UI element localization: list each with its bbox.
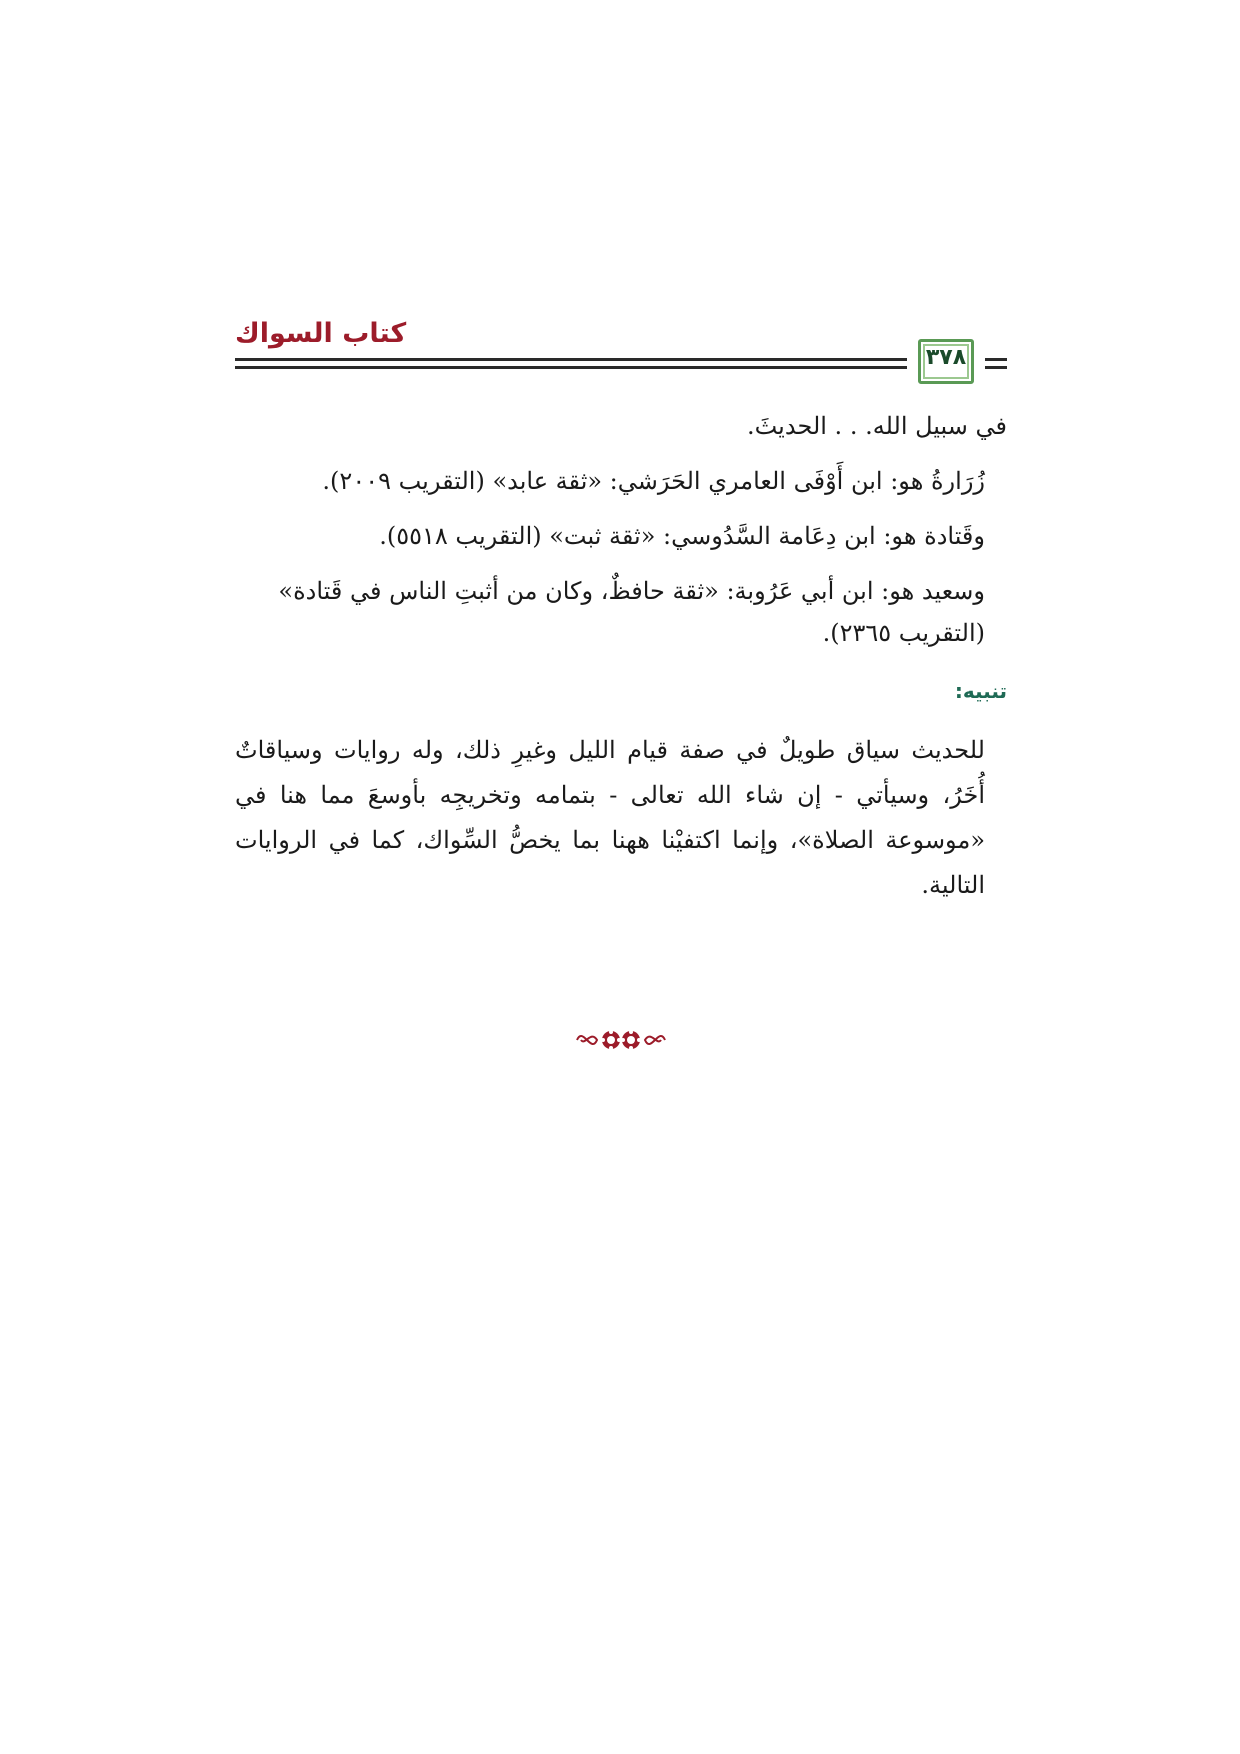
narrator-note-zurara: زُرَارةُ هو: ابن أَوْفَى العامري الحَرَشي: «ثقة عابد» (التقريب ٢٠٠٩). xyxy=(322,467,985,495)
book-title: كتاب السواك xyxy=(235,318,407,349)
narrator-note-qatada: وقَتادة هو: ابن دِعَامة السَّدُوسي: «ثقة ثبت» (التقريب ٥٥١٨). xyxy=(379,522,985,550)
note-paragraph: للحديث سياق طويلٌ في صفة قيام الليل وغيرِ ذلك، وله روايات وسياقاتٌ أُخَرُ، وسيأتي - إن شاء الله تعالى - بتمامه وتخريجِه بأوسعَ مما هنا في «موسوعة الصلاة»، وإنما اكتفيْنا ههنا بما يخصُّ السِّواك، كما في الروايات التالية. xyxy=(235,736,985,899)
header-rule-bottom xyxy=(235,366,907,369)
hadith-ending-line: في سبيل الله. . . الحديثَ. xyxy=(746,412,1007,440)
floral-divider-icon xyxy=(573,1020,669,1060)
narrator-note-said: وسعيد هو: ابن أبي عَرُوبة: «ثقة حافظٌ، وكان من أثبتِ الناس في قَتادة» (التقريب ٢٣٦٥). xyxy=(278,577,985,647)
page-number-badge xyxy=(918,339,974,384)
header-rule-stub-top xyxy=(985,358,1007,361)
header-rule-stub-bottom xyxy=(985,366,1007,369)
page-body xyxy=(235,405,1007,908)
note-heading: تنبيه: xyxy=(954,679,1007,703)
page-number: ٣٧٨ xyxy=(925,345,967,370)
page-header xyxy=(235,318,1007,388)
header-rule-top xyxy=(235,358,907,361)
